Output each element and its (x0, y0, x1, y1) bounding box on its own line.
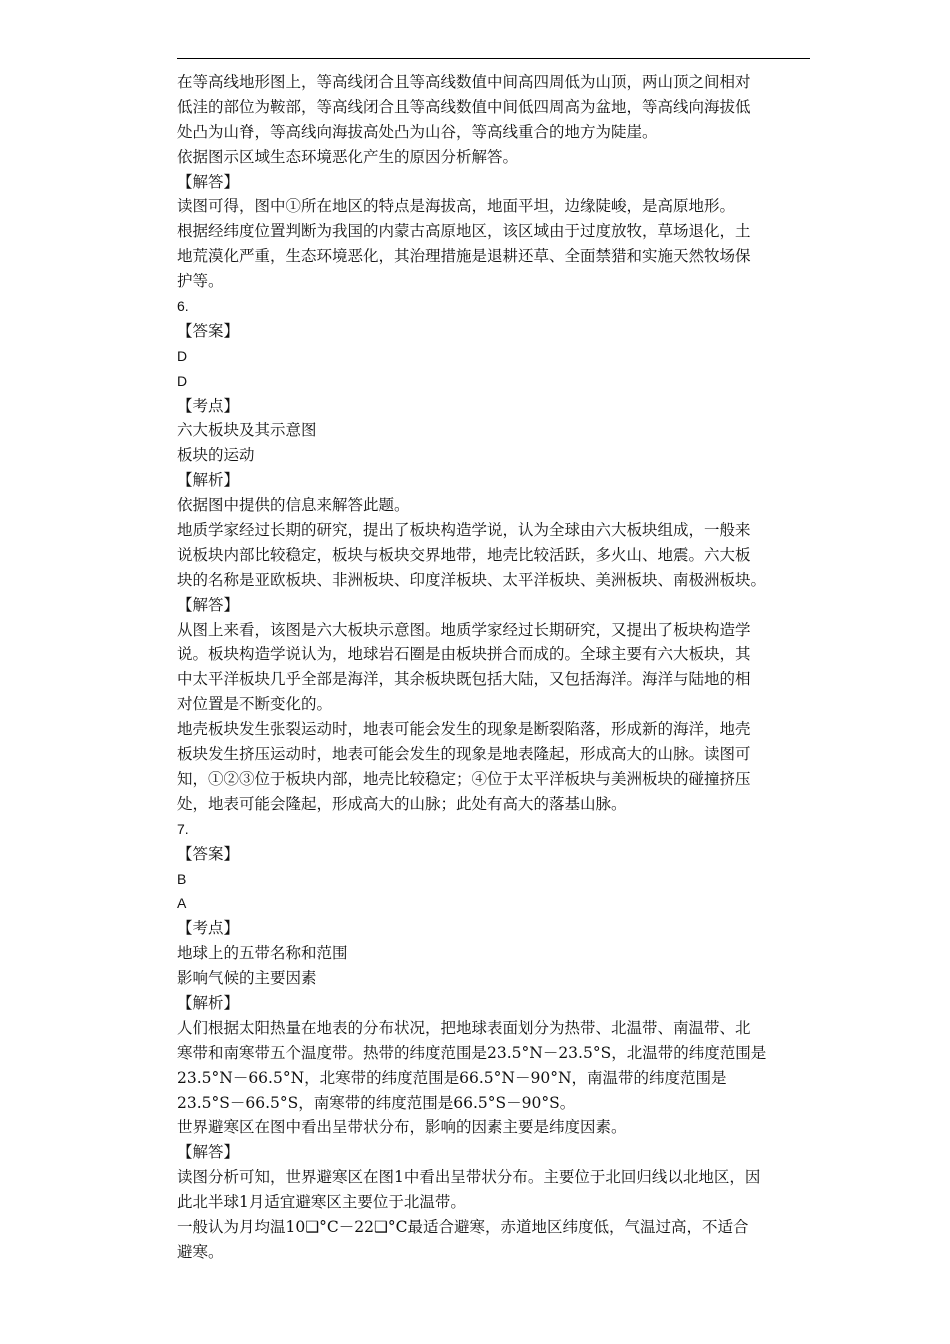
section-heading: 【解答】 (177, 1143, 240, 1162)
text-line: 板块发生挤压运动时，地表可能会发生的现象是地表隆起，形成高大的山脉。读图可 (177, 745, 751, 764)
section-heading: 【考点】 (177, 919, 240, 938)
text-line: 说。板块构造学说认为，地球岩石圈是由板块拼合而成的。全球主要有六大板块，其 (177, 645, 751, 664)
text-line: 处凸为山脊，等高线向海拔高处凸为山谷，等高线重合的地方为陡崖。 (177, 122, 658, 141)
text-line: 根据经纬度位置判断为我国的内蒙古高原地区，该区域由于过度放牧，草场退化，土 (177, 222, 751, 241)
text-line: 六大板块及其示意图 (177, 421, 317, 440)
text-line: 处，地表可能会隆起，形成高大的山脉；此处有高大的落基山脉。 (177, 794, 627, 813)
text-line: 说板块内部比较稳定，板块与板块交界地带，地壳比较活跃，多火山、地震。六大板 (177, 545, 751, 564)
text-line: 依据图示区域生态环境恶化产生的原因分析解答。 (177, 147, 519, 166)
answer-letter: D (177, 372, 188, 389)
text-line: 世界避寒区在图中看出呈带状分布，影响的因素主要是纬度因素。 (177, 1118, 627, 1137)
text-line: 在等高线地形图上，等高线闭合且等高线数值中间高四周低为山顶，两山顶之间相对 (177, 73, 751, 91)
text-line: 一般认为月均温10❑°C－22❑°C最适合避寒，赤道地区纬度低，气温过高，不适合 (177, 1217, 749, 1236)
text-line: 影响气候的主要因素 (177, 969, 317, 988)
answer-letter: B (177, 870, 187, 887)
text-line: 地质学家经过长期的研究，提出了板块构造学说，认为全球由六大板块组成，一般来 (177, 521, 751, 540)
answer-letter: A (177, 895, 187, 912)
section-heading: 【解析】 (177, 993, 240, 1012)
section-heading: 【答案】 (177, 321, 240, 340)
text-line: 23.5°N－66.5°N，北寒带的纬度范围是66.5°N－90°N，南温带的纬度范围是 (177, 1068, 727, 1087)
text-line: 块的名称是亚欧板块、非洲板块、印度洋板块、太平洋板块、美洲板块、南极洲板块。 (177, 570, 767, 589)
text-line: 此北半球1月适宜避寒区主要位于北温带。 (177, 1193, 466, 1212)
text-line: 地荒漠化严重，生态环境恶化，其治理措施是退耕还草、全面禁猎和实施天然牧场保 (177, 247, 751, 266)
text-line: 地球上的五带名称和范围 (177, 944, 348, 963)
text-line: 读图分析可知，世界避寒区在图1中看出呈带状分布。主要位于北回归线以北地区，因 (177, 1168, 761, 1187)
text-line: 23.5°S－66.5°S，南寒带的纬度范围是66.5°S－90°S。 (177, 1093, 576, 1112)
text-line: 避寒。 (177, 1242, 224, 1261)
text-line: 人们根据太阳热量在地表的分布状况，把地球表面划分为热带、北温带、南温带、北 (177, 1018, 751, 1037)
text-line: 板块的运动 (177, 446, 255, 465)
text-line: 从图上来看，该图是六大板块示意图。地质学家经过长期研究，又提出了板块构造学 (177, 620, 751, 639)
text-line: 知，①②③位于板块内部，地壳比较稳定；④位于太平洋板块与美洲板块的碰撞挤压 (177, 769, 751, 788)
text-line: 寒带和南寒带五个温度带。热带的纬度范围是23.5°N－23.5°S，北温带的纬度范围是 (177, 1043, 767, 1062)
answer-letter: D (177, 347, 188, 364)
question-number: 6. (177, 298, 189, 315)
text-line: 依据图中提供的信息来解答此题。 (177, 496, 410, 515)
document-body (177, 70, 817, 1265)
text-line: 低洼的部位为鞍部，等高线闭合且等高线数值中间低四周高为盆地，等高线向海拔低 (177, 97, 751, 116)
text-line: 护等。 (177, 272, 224, 291)
text-line: 中太平洋板块几乎全部是海洋，其余板块既包括大陆，又包括海洋。海洋与陆地的相 (177, 670, 751, 689)
header-rule (177, 58, 810, 59)
text-line: 读图可得，图中①所在地区的特点是海拔高，地面平坦，边缘陡峻，是高原地形。 (177, 197, 736, 216)
section-heading: 【解析】 (177, 471, 240, 490)
section-heading: 【考点】 (177, 396, 240, 415)
section-heading: 【答案】 (177, 844, 240, 863)
text-line: 对位置是不断变化的。 (177, 695, 333, 714)
section-heading: 【解答】 (177, 172, 240, 191)
section-heading: 【解答】 (177, 595, 240, 614)
question-number: 7. (177, 820, 189, 837)
text-line: 地壳板块发生张裂运动时，地表可能会发生的现象是断裂陷落，形成新的海洋，地壳 (177, 720, 751, 739)
